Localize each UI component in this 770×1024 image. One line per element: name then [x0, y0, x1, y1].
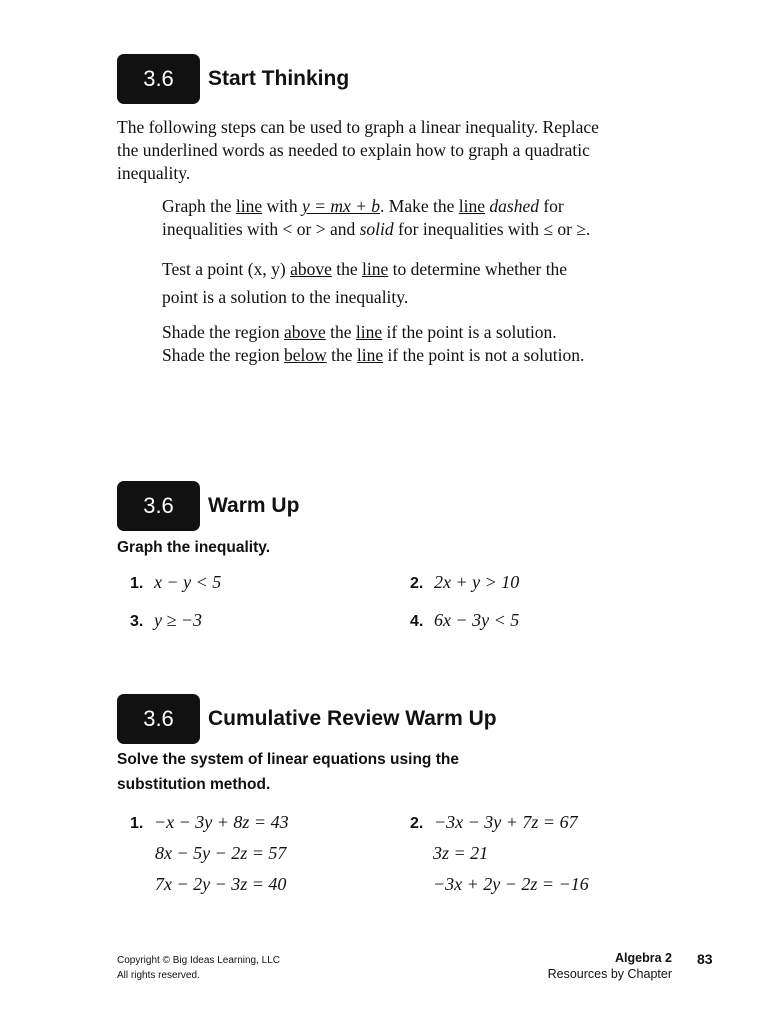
section-badge: 3.6 [117, 694, 200, 744]
book-info: Algebra 2 Resources by Chapter [547, 951, 672, 981]
equation: 8x − 5y − 2z = 57 [155, 843, 287, 863]
page-number: 83 [697, 951, 713, 967]
step-2: Test a point (x, y) above the line to determine whether the point is a solution to the inequality. [162, 259, 568, 307]
problem: 4. 6x − 3y < 5 [410, 610, 520, 630]
step-3: Shade the region above the line if the point is a solution. Shade the region below the line if the point is not a solution. [162, 322, 585, 365]
warm-up-header [117, 481, 677, 531]
warm-up-section [117, 481, 677, 641]
equation: 3z = 21 [433, 843, 489, 863]
problem: 2. 2x + y > 10 [410, 572, 520, 592]
start-thinking-section [117, 54, 617, 367]
start-thinking-header [117, 54, 617, 104]
equation: −3x + 2y − 2z = −16 [433, 874, 589, 894]
warm-up-instruction: Graph the inequality. [117, 539, 271, 556]
section-badge: 3.6 [117, 481, 200, 531]
step-1: Graph the line with y = mx + b. Make the line dashed for inequalities with < or > and solid for inequalities with ≤ or ≥. [162, 196, 591, 239]
equation: −3x − 3y + 7z = 67 [434, 812, 578, 832]
section-title: Warm Up [208, 494, 300, 517]
cumulative-review-header [117, 694, 677, 744]
section-title: Cumulative Review Warm Up [208, 707, 497, 730]
section-title: Start Thinking [208, 67, 350, 90]
cumulative-review-section: 3.6 Cumulative Review Warm Up Solve the system of linear equations using the substitution method. 1. −x − 3y + 8z = 43 8x − 5y − 2z = 57 7x − 2y − 3z = 40 2. −3x − 3y + 7z = 67 3z = 21 −3x + 2y − 2z = −16 [117, 694, 677, 904]
equation: −x − 3y + 8z = 43 [154, 812, 289, 832]
intro-text: The following steps can be used to graph a linear inequality. Replace the underlined words as needed to explain how to graph a quadratic inequality. [117, 117, 599, 183]
equation: y = mx + b [302, 196, 381, 216]
cumulative-instruction: Solve the system of linear equations using the substitution method. [117, 751, 459, 793]
problem: 1. x − y < 5 [130, 572, 222, 592]
problem: 3. y ≥ −3 [130, 610, 203, 630]
section-badge: 3.6 [117, 54, 200, 104]
equation: 7x − 2y − 3z = 40 [155, 874, 287, 894]
copyright-notice: Copyright © Big Ideas Learning, LLC All rights reserved. [117, 955, 281, 981]
